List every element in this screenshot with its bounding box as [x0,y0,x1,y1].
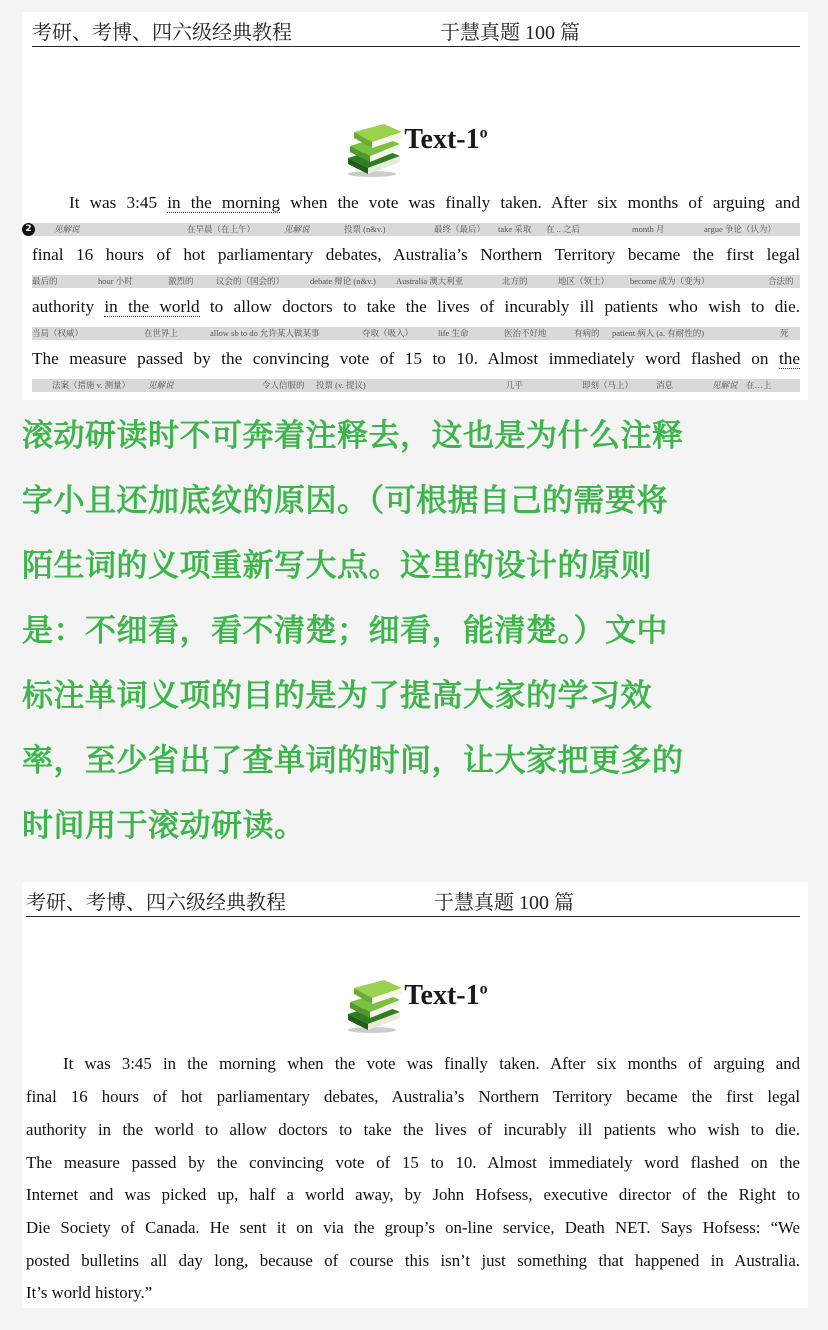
page-header [26,890,800,917]
paragraph-line: It was 3:45 in the morning when the vote was finally taken. After six months of arguing and [69,193,800,212]
header-left: 考研、考博、四六级经典教程 [32,22,292,44]
text-title: Text-1$^o$ [404,124,488,155]
text-title-block [22,974,808,1034]
note-line: 字小且还加底纹的原因。（可根据自己的需要将 [22,483,668,519]
note-line: 是：不细看，看不清楚；细看，能清楚。）文中 [22,613,668,649]
header-right: 于慧真题 100 篇 [440,22,580,44]
page-header [32,20,800,47]
paragraph-line: final 16 hours of hot parliamentary debates, Australia’s Northern Territory became the first legal [26,1087,800,1106]
text-title: Text-1$^o$ [404,980,488,1011]
note-number-badge: 2 [22,223,35,236]
paragraph-line: authority in the world to allow doctors to take the lives of incurably ill patients who wish to die. [26,1120,800,1139]
note-line: 率，至少省出了查单词的时间，让大家把更多的 [22,743,684,779]
gloss-row: 当局（权威） 在世界上 allow sb to do 允许某人做某事 夺取（吸入） life 生命 医治不好地 有病的 patient 病人 (a. 有耐性的) 死 [32,327,800,340]
annotated-page [22,12,808,400]
gloss-row: 法案（措施 v. 测量） 见解说 令人信服的 投票 (v. 提议) 几乎 即刻（马上） 消息 见解说 在…上 [32,379,800,392]
header-right: 于慧真题 100 篇 [434,892,574,914]
header-left: 考研、考博、四六级经典教程 [26,892,286,914]
paragraph-line: It’s world history.” [26,1283,153,1302]
paragraph-line: Die Society of Canada. He sent it on via the group’s on-line service, Death NET. Says Hofsess: “We [26,1218,800,1237]
note-line: 标注单词义项的目的是为了提高大家的学习效 [22,678,652,714]
gloss-row: 最后的 hour 小时 激烈的 议会的（国会的） debate 辩论 (n&v.) Australia 澳大利亚 北方的 地区（领土） become 成为（变为） 合法的 [32,275,800,288]
note-line: 滚动研读时不可奔着注释去，这也是为什么注释 [22,418,684,454]
paragraph-line: The measure passed by the convincing vote of 15 to 10. Almost immediately word flashed on the [26,1153,800,1172]
note-line: 陌生词的义项重新写大点。这里的设计的原则 [22,548,652,584]
paragraph-line: It was 3:45 in the morning when the vote was finally taken. After six months of arguing and [63,1054,800,1073]
paragraph-line: authority in the world to allow doctors to take the lives of incurably ill patients who wish to die. [32,297,801,316]
text-title-block [22,118,808,178]
paragraph-line: The measure passed by the convincing vote of 15 to 10. Almost immediately word flashed on the [32,349,800,368]
paragraph-line: posted bulletins all day long, because of course this isn’t just something that happened in Australia. [26,1251,800,1270]
plain-page [22,882,808,1308]
note-line: 时间用于滚动研读。 [22,808,306,844]
books-icon [342,974,404,1034]
paragraph-line: final 16 hours of hot parliamentary debates, Australia’s Northern Territory became the first legal [32,245,800,264]
books-icon [342,118,404,178]
gloss-row: 2 见解说 在早晨（在上午） 见解说 投票 (n&v.) 最终（最后） take 采取 在 .. 之后 month 月 argue 争论（认为） [32,223,800,236]
paragraph-line: Internet and was picked up, half a world away, by John Hofsess, executive director of the Right to [26,1185,800,1204]
study-note [22,404,808,859]
